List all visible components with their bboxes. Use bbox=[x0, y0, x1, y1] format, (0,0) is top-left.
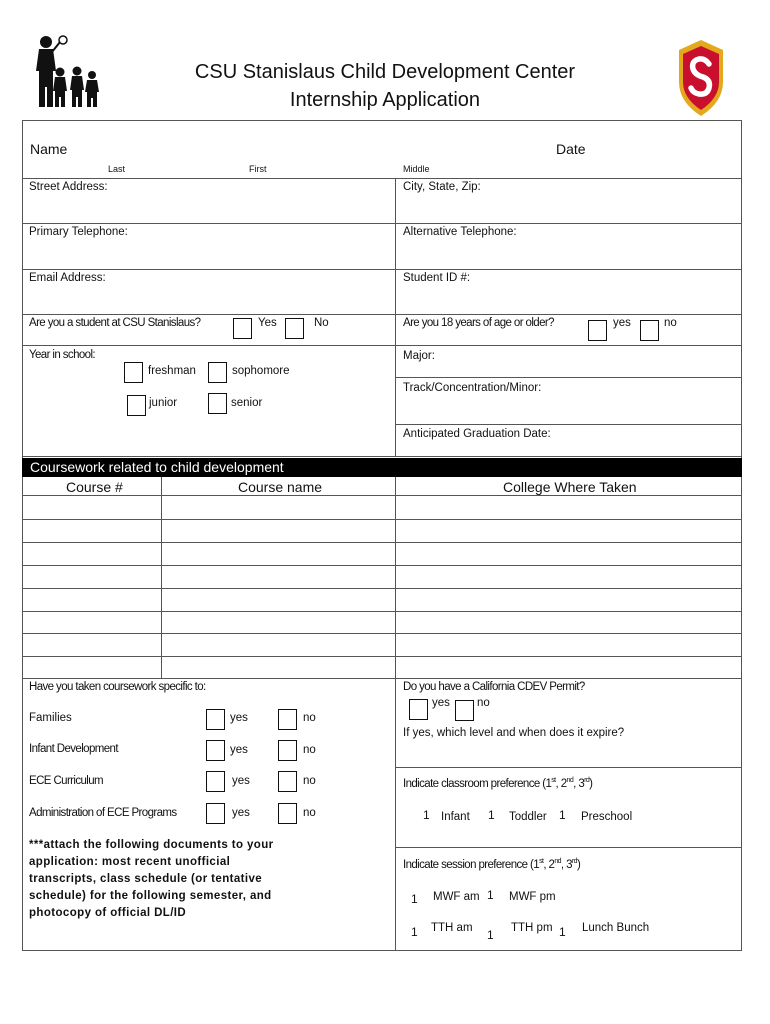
ece-admin-label: Administration of ECE Programs bbox=[29, 807, 177, 819]
attach-documents-note: ***attach the following documents to your application: most recent unofficial transcripts, class schedule (or tentative schedule) for the following semester, and photocopy of official DL/ID bbox=[29, 839, 274, 919]
toddler-option: Toddler bbox=[509, 811, 547, 823]
lunch-bunch-option: Lunch Bunch bbox=[582, 922, 650, 934]
year-in-school-label: Year in school: bbox=[29, 349, 96, 361]
age-no-label: no bbox=[664, 317, 677, 329]
preschool-option: Preschool bbox=[581, 811, 633, 823]
lunch-bunch-rank[interactable]: 1 bbox=[559, 925, 566, 939]
csu-student-yes-checkbox[interactable] bbox=[233, 318, 252, 339]
tth-pm-rank[interactable]: 1 bbox=[487, 928, 494, 942]
permit-yes-label: yes bbox=[432, 697, 450, 709]
table-row[interactable] bbox=[22, 611, 742, 612]
infant-dev-no-label: no bbox=[303, 744, 316, 756]
first-name-caption: First bbox=[249, 164, 267, 174]
preschool-rank[interactable]: 1 bbox=[559, 808, 566, 822]
mwf-pm-option: MWF pm bbox=[509, 891, 556, 903]
ece-admin-no-label: no bbox=[303, 807, 316, 819]
infant-dev-yes-checkbox[interactable] bbox=[206, 740, 225, 761]
street-address-label: Street Address: bbox=[29, 181, 108, 193]
infant-dev-no-checkbox[interactable] bbox=[278, 740, 297, 761]
junior-checkbox[interactable] bbox=[127, 395, 146, 416]
col-college: College Where Taken bbox=[503, 479, 637, 495]
families-no-label: no bbox=[303, 712, 316, 724]
age-yes-label: yes bbox=[613, 317, 631, 329]
coursework-specific-question: Have you taken coursework specific to: bbox=[29, 681, 206, 693]
csu-shield-logo bbox=[675, 38, 727, 118]
freshman-label: freshman bbox=[148, 365, 196, 377]
permit-no-label: no bbox=[477, 697, 490, 709]
ece-curriculum-label: ECE Curriculum bbox=[29, 775, 104, 787]
ece-curriculum-yes-label: yes bbox=[232, 775, 250, 787]
csu-student-no-checkbox[interactable] bbox=[285, 318, 304, 339]
table-row[interactable] bbox=[22, 542, 742, 543]
csu-student-question: Are you a student at CSU Stanislaus? bbox=[29, 317, 201, 329]
families-label: Families bbox=[29, 712, 72, 724]
toddler-rank[interactable]: 1 bbox=[488, 808, 495, 822]
families-yes-checkbox[interactable] bbox=[206, 709, 225, 730]
families-no-checkbox[interactable] bbox=[278, 709, 297, 730]
session-preference-label: Indicate session preference (1st, 2nd, 3rd) bbox=[403, 858, 581, 871]
tth-pm-option: TTH pm bbox=[511, 922, 553, 934]
name-label: Name bbox=[30, 141, 68, 157]
csu-student-no-label: No bbox=[314, 317, 329, 329]
mwf-am-option: MWF am bbox=[433, 891, 480, 903]
student-id-label: Student ID #: bbox=[403, 272, 471, 284]
ece-admin-yes-label: yes bbox=[232, 807, 250, 819]
age-question: Are you 18 years of age or older? bbox=[403, 317, 554, 329]
cdev-permit-question: Do you have a California CDEV Permit? bbox=[403, 681, 585, 693]
date-label: Date bbox=[556, 141, 586, 157]
classroom-preference-label: Indicate classroom preference (1st, 2nd, 3rd) bbox=[403, 777, 593, 790]
tth-am-rank[interactable]: 1 bbox=[411, 925, 418, 939]
ece-admin-yes-checkbox[interactable] bbox=[206, 803, 225, 824]
table-row[interactable] bbox=[22, 656, 742, 657]
table-row[interactable] bbox=[22, 588, 742, 589]
track-label: Track/Concentration/Minor: bbox=[403, 382, 542, 394]
ece-admin-no-checkbox[interactable] bbox=[278, 803, 297, 824]
coursework-banner-label: Coursework related to child development bbox=[30, 459, 284, 475]
permit-followup: If yes, which level and when does it expire? bbox=[403, 727, 625, 739]
families-yes-label: yes bbox=[230, 712, 248, 724]
col-course-name: Course name bbox=[238, 479, 323, 495]
ece-curriculum-yes-checkbox[interactable] bbox=[206, 771, 225, 792]
ece-curriculum-no-label: no bbox=[303, 775, 316, 787]
ece-curriculum-no-checkbox[interactable] bbox=[278, 771, 297, 792]
table-row[interactable] bbox=[22, 519, 742, 520]
csu-student-yes-label: Yes bbox=[258, 317, 277, 329]
graduation-date-label: Anticipated Graduation Date: bbox=[403, 428, 551, 440]
permit-no-checkbox[interactable] bbox=[455, 700, 474, 721]
col-course-number: Course # bbox=[66, 479, 123, 495]
table-row[interactable] bbox=[22, 495, 742, 496]
infant-dev-yes-label: yes bbox=[230, 744, 248, 756]
email-label: Email Address: bbox=[29, 272, 106, 284]
infant-rank[interactable]: 1 bbox=[423, 808, 430, 822]
city-state-zip-label: City, State, Zip: bbox=[403, 181, 481, 193]
junior-label: junior bbox=[149, 397, 178, 409]
freshman-checkbox[interactable] bbox=[124, 362, 143, 383]
table-row[interactable] bbox=[22, 565, 742, 566]
primary-phone-label: Primary Telephone: bbox=[29, 226, 128, 238]
mwf-am-rank[interactable]: 1 bbox=[411, 892, 418, 906]
page-subtitle: Internship Application bbox=[289, 89, 481, 111]
table-row[interactable] bbox=[22, 633, 742, 634]
infant-option: Infant bbox=[441, 811, 470, 823]
age-no-checkbox[interactable] bbox=[640, 320, 659, 341]
tth-am-option: TTH am bbox=[431, 922, 473, 934]
mwf-pm-rank[interactable]: 1 bbox=[487, 888, 494, 902]
senior-checkbox[interactable] bbox=[208, 393, 227, 414]
infant-dev-label: Infant Development bbox=[29, 743, 118, 755]
sophomore-label: sophomore bbox=[232, 365, 290, 377]
age-yes-checkbox[interactable] bbox=[588, 320, 607, 341]
permit-yes-checkbox[interactable] bbox=[409, 699, 428, 720]
last-name-caption: Last bbox=[108, 164, 126, 174]
page-title: CSU Stanislaus Child Development Center bbox=[194, 61, 576, 83]
sophomore-checkbox[interactable] bbox=[208, 362, 227, 383]
middle-name-caption: Middle bbox=[403, 164, 430, 174]
major-label: Major: bbox=[403, 350, 435, 362]
senior-label: senior bbox=[231, 397, 263, 409]
alt-phone-label: Alternative Telephone: bbox=[403, 226, 517, 238]
